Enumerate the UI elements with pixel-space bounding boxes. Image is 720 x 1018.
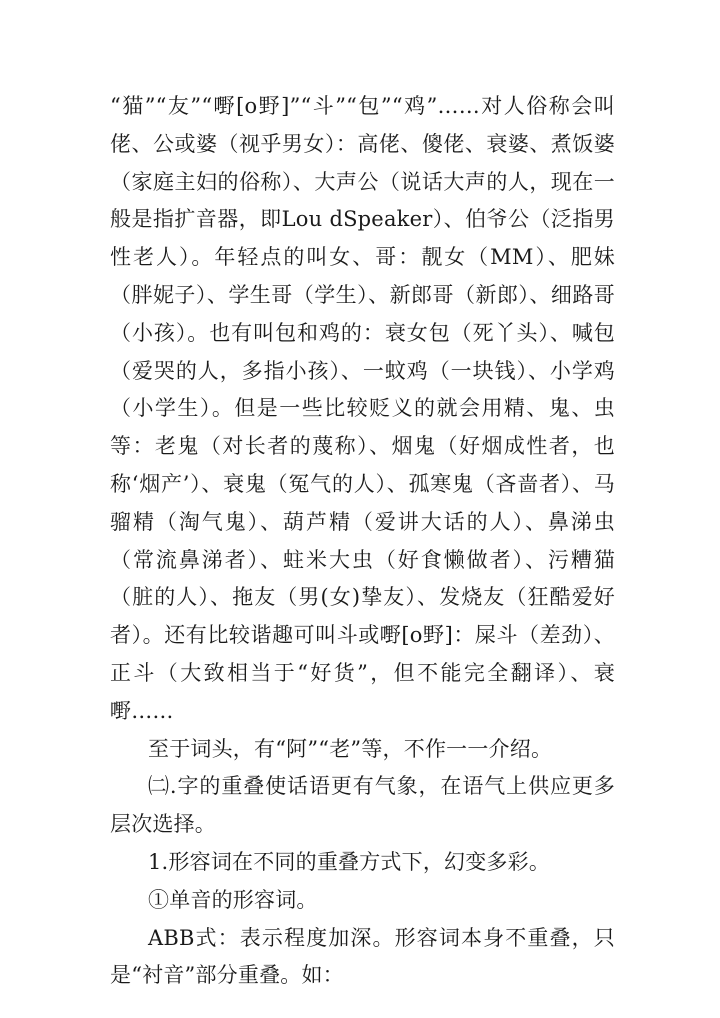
paragraph-nicknames: “猫”“友”“嘢[o野]”“斗”“包”“鸡”……对人俗称会叫佬、公或婆（视乎男女）：高佬、傻佬、衰婆、煮饭婆（家庭主妇的俗称）、大声公（说话大声的人，现在一般是指扩音器，即Lou dSpeaker）、伯爷公（泛指男性老人）。年轻点的叫女、哥：靓女（MM）、肥妹（胖妮子）、学生哥（学生）、新郎哥（新郎）、细路哥（小孩）。也有叫包和鸡的：衰女包（死丫头）、喊包（爱哭的人，多指小孩）、一蚊鸡（一块钱）、小学鸡（小学生）。但是一些比较贬义的就会用精、鬼、虫等：老鬼（对长者的蔑称）、烟鬼（好烟成性者，也称‘烟产’）、衰鬼（冤气的人）、孤寒鬼（吝啬者）、马骝精（淘气鬼）、葫芦精（爱讲大话的人）、鼻涕虫（常流鼻涕者）、蛀米大虫（好食懒做者）、污糟猫（脏的人）、拖友（男(女)挚友）、发烧友（狂酷爱好者）。还有比较谐趣可叫斗或嘢[o野]：屎斗（差劲）、正斗（大致相当于“好货”，但不能完全翻译）、衰嘢…… [110, 94, 615, 723]
paragraph-monosyllabic: ①单音的形容词。 [148, 887, 318, 912]
paragraph-prefixes: 至于词头，有“阿”“老”等，不作一一介绍。 [148, 736, 553, 761]
document-page [110, 88, 615, 995]
paragraph-adjectives: 1.形容词在不同的重叠方式下，幻变多彩。 [148, 849, 551, 874]
paragraph-abb-pattern: ABB式：表示程度加深。形容词本身不重叠，只是“衬音”部分重叠。如： [110, 925, 615, 988]
paragraph-reduplication: ㈡.字的重叠使话语更有气象，在语气上供应更多层次选择。 [110, 774, 615, 837]
